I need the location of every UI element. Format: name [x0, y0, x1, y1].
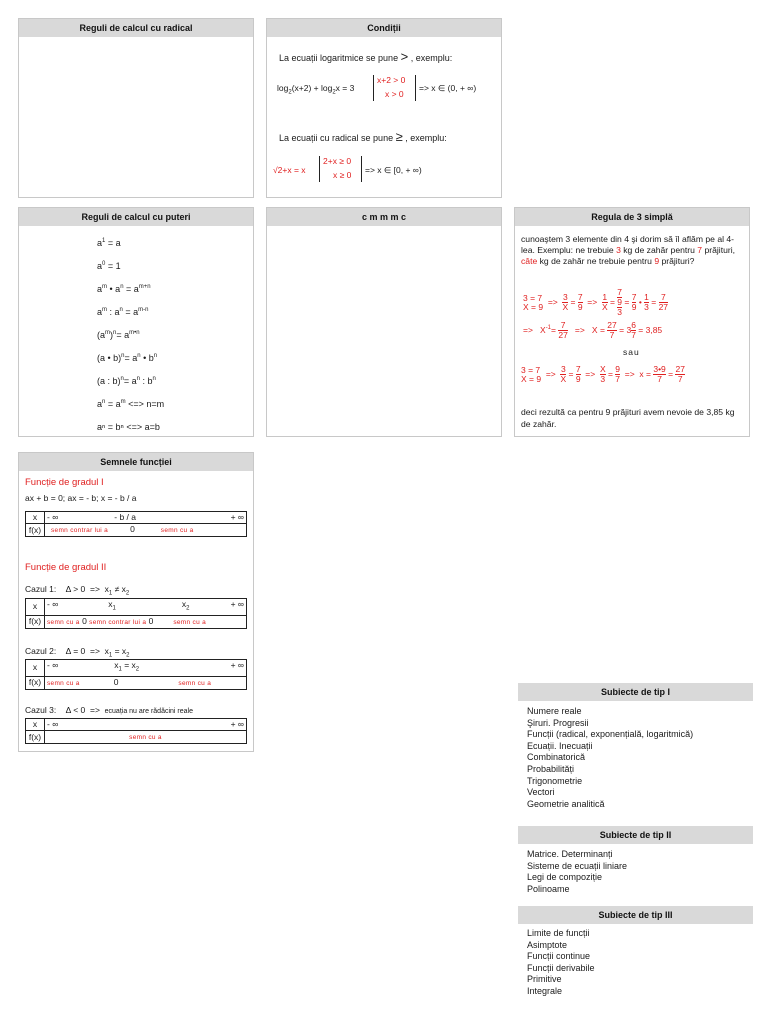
function-signs-title: Semnele funcției	[19, 453, 253, 471]
x-label: x	[26, 599, 45, 616]
case2-same-sign-b: semn cu a	[178, 679, 212, 687]
tip1-title: Subiecte de tip I	[518, 683, 753, 701]
rad-equation: √2+x = x	[273, 165, 306, 175]
tip2-list	[527, 849, 627, 895]
power-rule-9: aⁿ = bⁿ <=> a=b	[97, 422, 160, 432]
list-item: Numere reale	[527, 706, 582, 716]
x-label: x	[26, 719, 45, 731]
case1-same-sign-b: semn cu a	[173, 618, 207, 626]
power-rules-card	[18, 207, 254, 437]
rad-intro	[279, 129, 447, 144]
frac-27-7: $\frac{27}{7}$	[607, 320, 617, 340]
list-item: Sisteme de ecuații liniare	[527, 860, 628, 871]
frac-7-9c: $\frac{7}{9}$	[575, 364, 581, 384]
case2-label: Cazul 2: $\Delta = 0 => x_1 = x_2$	[25, 646, 130, 659]
frac-7-27b: $\frac{7}{27}$	[558, 320, 568, 340]
radical-rules-card	[18, 18, 254, 198]
function-signs-card	[18, 452, 254, 752]
radical-rules-title: Reguli de calcul cu radical	[19, 19, 253, 37]
case3-sign-table	[25, 718, 247, 744]
deg1-opp-sign: semn contrar lui a	[51, 527, 109, 534]
cmmmc-card	[266, 207, 502, 437]
calc-line-2: => $X^{-1}=$ $\frac{7}{27}$ => X = $\frac{27}{7}$ = 3 $\frac{6}{7}$ = 3,85	[523, 320, 663, 340]
tip3-list	[527, 928, 595, 998]
frac-3-x-b: $\frac{3}{X}$	[560, 364, 567, 384]
list-item: Primitive	[527, 974, 562, 985]
power-rule-3: $a^m$ • $a^n = a^{m+n}$	[97, 284, 151, 294]
log-eq-rhs: = 3	[342, 83, 355, 93]
log-tail: , exemplu:	[410, 53, 453, 63]
log-intro-text: La ecuații logaritmice se pune	[279, 53, 399, 63]
frac-27-7b: $\frac{27}{7}$	[675, 364, 685, 384]
power-rule-4: $a^m$ : $a^n = a^{m-n}$	[97, 307, 149, 317]
fx-label: f(x)	[26, 731, 45, 744]
log-sign: >	[400, 49, 409, 64]
frac-6-7: $\frac{6}{7}$	[631, 320, 636, 340]
power-rule-2: $a^0 = 1$	[97, 261, 121, 271]
cmmmc-title: c m m m c	[267, 208, 501, 226]
x-label: x	[26, 660, 45, 677]
intro-7: 7	[697, 245, 703, 255]
rule-of-three-card	[514, 207, 750, 437]
case1-fx-row: semn cu a 0 semn contrar lui a 0 semn cu a	[45, 615, 247, 628]
conditions-card	[266, 18, 502, 198]
conditions-title: Condiții	[267, 19, 501, 37]
deg1-same-sign: semn cu a	[160, 527, 194, 534]
rad-intro-text: La ecuații cu radical se pune	[279, 133, 394, 143]
rad-system-bar-right	[361, 156, 362, 182]
tip2-title: Subiecte de tip II	[518, 826, 753, 844]
rad-system-bar	[319, 156, 320, 182]
rule-of-three-intro	[521, 234, 745, 267]
rad-sign: ≥	[395, 129, 403, 144]
intro-a: cunoaştem 3 elemente din 4 şi dorim să îl aflăm pe al 4-lea. Exemplu: ne trebuie	[521, 234, 735, 255]
frac-7-9b: $\frac{7}{9}$	[631, 292, 637, 312]
power-rule-8: $a^n = a^m$ <=> n=m	[97, 399, 165, 409]
tip1-list	[527, 706, 693, 810]
rad-tail: , exemplu:	[405, 133, 447, 143]
sau-text: sau	[623, 347, 640, 357]
case1-sign-table	[25, 598, 247, 629]
x-label: x	[26, 512, 45, 524]
case3-x-row: - ∞ + ∞	[45, 719, 247, 731]
power-rule-7: (a : $b)^n= a^n$ : $b^n$	[97, 376, 156, 386]
intro-9: 9	[654, 256, 660, 266]
frac-7-9: $\frac{7}{9}$	[577, 292, 583, 312]
deg2-heading: Funcție de gradul II	[25, 562, 107, 573]
power-rule-1: $a^1 = a$	[97, 238, 121, 248]
list-item: Asimptote	[527, 939, 568, 950]
frac-1-3: $\frac{1}{3}$	[644, 292, 649, 312]
intro-c: prăjituri,	[702, 245, 736, 255]
intro-cate: câte	[521, 256, 538, 266]
case3-label: Cazul 3: Δ < 0 => ecuația nu are rădăcini reale	[25, 705, 193, 715]
case2-fx-row: semn cu a 0 semn cu a	[45, 676, 247, 689]
list-item: Funcții continue	[527, 951, 591, 962]
rad-result: => x ∈ [0, + ∞)	[365, 165, 422, 175]
power-rule-5: $(a^m)^n= a^{m•n}$	[97, 330, 140, 340]
power-rules-title: Reguli de calcul cu puteri	[19, 208, 253, 226]
rad-cond-1: 2+x ≥ 0	[323, 156, 352, 166]
frac-3-x: $\frac{3}{X}$	[562, 292, 569, 312]
frac-1-x: $\frac{1}{X}$	[601, 292, 608, 312]
deg1-sign-table	[25, 511, 247, 537]
fx-label: f(x)	[26, 524, 45, 537]
frac-9-7: $\frac{9}{7}$	[615, 364, 621, 384]
log-system-bar	[373, 75, 374, 101]
case2-x-row: - ∞ $x_1 = x_2$ + ∞	[45, 660, 247, 677]
list-item: Funcții (radical, exponențială, logaritmică)	[527, 729, 694, 740]
power-rule-6: (a • $b)^n= a^n$ • $b^n$	[97, 353, 158, 363]
proportion-a: 3 = 7 X = 9	[523, 292, 544, 312]
intro-3: 3	[616, 245, 621, 255]
log-cond-1: x+2 > 0	[377, 75, 406, 85]
frac-3x9-7: $\frac{3•9}{7}$	[653, 364, 666, 384]
list-item: Vectori	[527, 787, 555, 798]
tip3-title: Subiecte de tip III	[518, 906, 753, 924]
list-item: Ecuații. Inecuații	[527, 740, 593, 751]
log-system-bar-right	[415, 75, 416, 101]
rule-of-three-title: Regula de 3 simplă	[515, 208, 749, 226]
list-item: Funcții derivabile	[527, 962, 595, 973]
list-item: Polinoame	[527, 883, 570, 894]
calc-line-3: 3 = 7 X = 9 => $\frac{3}{X}$ = $\frac{7}{9}$ => $\frac{X}{3}$ = $\frac{9}{7}$ => x = $\frac{3•9}{7}$ = $\frac{27}{7}$	[521, 364, 685, 384]
case2-same-sign-a: semn cu a	[47, 679, 80, 687]
log-result: => x ∈ (0, + ∞)	[419, 83, 477, 93]
list-item: Combinatorică	[527, 752, 586, 763]
frac-x-3: $\frac{X}{3}$	[599, 364, 606, 384]
log-cond-2: x > 0	[385, 89, 404, 99]
intro-d: kg de zahăr ne trebuie pentru	[537, 256, 655, 266]
list-item: Legi de compoziție	[527, 872, 603, 883]
deg1-x-row: - ∞ - b / a + ∞	[45, 512, 247, 524]
frac-7-27: $\frac{7}{27}$	[658, 292, 669, 312]
case1-same-sign-a: semn cu a	[47, 618, 80, 626]
rad-cond-2: x ≥ 0	[333, 170, 352, 180]
deg1-equation: ax + b = 0; ax = - b; x = - b / a	[25, 493, 137, 503]
frac-compound: 7 9 3	[617, 287, 623, 317]
list-item: Limite de funcții	[527, 928, 590, 938]
log-equation: $\log_2(x+2) + \log_2x = 3$	[277, 83, 355, 96]
calc-line-1: 3 = 7 X = 9 => $\frac{3}{X}$ = $\frac{7}{9}$ => $\frac{1}{X}$ = 7 9 3 = $\frac{7}{9}$ • $\frac{1}{3}$ = $\frac{7}{27}$	[523, 287, 669, 317]
case3-same-sign: semn cu a	[129, 734, 162, 741]
case1-opp-sign: semn contrar lui a	[89, 618, 147, 626]
list-item: Trigonometrie	[527, 775, 583, 786]
case1-label: Cazul 1: $\Delta > 0 => x_1 \ne x_2$	[25, 584, 130, 597]
list-item: Matrice. Determinanți	[527, 849, 613, 859]
case3-fx-row	[45, 731, 247, 744]
intro-b: kg de zahăr pentru	[620, 245, 698, 255]
rule-of-three-conclusion: deci rezultă ca pentru 9 prăjituri avem nevoie de 3,85 kg de zahăr.	[521, 407, 735, 429]
intro-e: prăjituri?	[659, 256, 695, 266]
fx-label: f(x)	[26, 615, 45, 628]
case2-sign-table	[25, 659, 247, 690]
log-intro	[279, 49, 452, 64]
case3-note: ecuația nu are rădăcini reale	[104, 708, 193, 715]
proportion-b: 3 = 7 X = 9	[521, 364, 542, 384]
list-item: Probabilități	[527, 763, 575, 774]
list-item: Integrale	[527, 985, 563, 996]
deg1-fx-row: semn contrar lui a 0 semn cu a	[45, 524, 247, 537]
deg1-heading: Funcție de gradul I	[25, 477, 104, 488]
case1-x-row: - ∞ $x_1$ $x_2$ + ∞	[45, 599, 247, 616]
list-item: Şiruri. Progresii	[527, 717, 589, 728]
list-item: Geometrie analitică	[527, 798, 605, 809]
fx-label: f(x)	[26, 676, 45, 689]
